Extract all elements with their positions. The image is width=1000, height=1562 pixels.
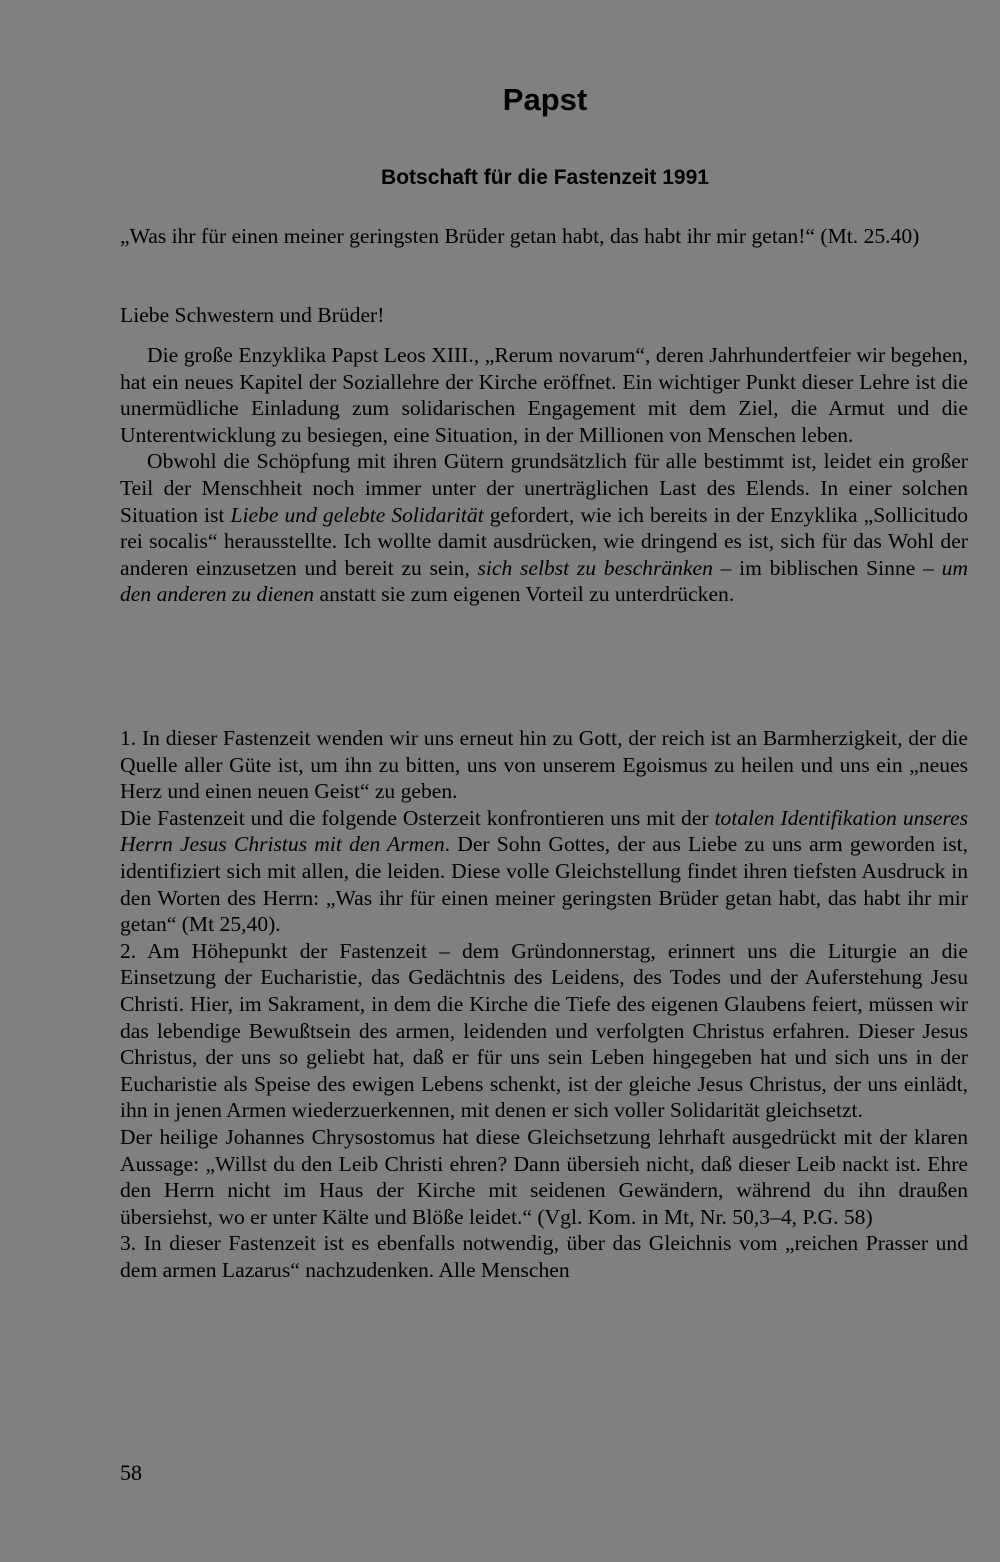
text-run: . Der Sohn Gottes, der aus Liebe zu uns arm geworden ist, identifiziert sich mit allen, die leiden. Diese volle Gleichstellung findet ihren tiefsten Ausdruck in den Worten des Herrn: „Was ihr für einen meiner geringsten Brüder getan habt, das habt ihr mir getan“ (Mt 25,40). [120, 832, 969, 937]
greeting-line: Liebe Schwestern und Brüder! [120, 303, 385, 327]
numbered-sections [120, 725, 968, 1283]
page-number: 58 [120, 1460, 142, 1485]
emphasis-text: sich selbst zu beschränken [477, 555, 713, 580]
text-run: anstatt sie zum eigenen Vorteil zu unterdrücken. [314, 582, 735, 607]
text-run: Obwohl die Schöpfung mit ihren Gütern grundsätzlich für alle bestimmt ist, leidet ein großer Teil der Menschheit noch immer unter der unerträglichen Last des Elends. In einer solchen Situation ist [120, 449, 968, 527]
section-3-paragraph-1: 3. In dieser Fastenzeit ist es ebenfalls notwendig, über das Gleichnis vom „reichen Prasser und dem armen Lazarus“ nachzudenken. Alle Menschen [120, 1231, 968, 1282]
greeting-block [120, 302, 968, 329]
text-run: – im biblischen Sinne – [712, 555, 942, 580]
section-2-paragraph-2: Der heilige Johannes Chrysostomus hat diese Gleichsetzung lehrhaft ausgedrückt mit der klaren Aussage: „Willst du den Leib Christi ehren? Dann übersieh nicht, daß dieser Leib nackt ist. Ehre den Herrn nicht im Haus der Kirche mit seidenen Gewändern, während du ihn draußen übersiehst, wo er unter Kälte und Blöße leidet.“ (Vgl. Kom. in Mt, Nr. 50,3–4, P.G. 58) [120, 1124, 968, 1229]
motto-quote: „Was ihr für einen meiner geringsten Brüder getan habt, das habt ihr mir getan!“ (Mt. 25.40) [120, 224, 920, 248]
intro-paragraph-2 [120, 448, 968, 608]
intro-section [120, 342, 968, 608]
text-run: gefordert, wie ich bereits in der Enzyklika „Sollicitudo rei socalis“ herausstellte. Ich wollte damit ausdrücken, wie dringend es ist, sich für das Wohl der anderen einzusetzen und bereit zu sein, [120, 502, 968, 580]
page-title: Papst [502, 82, 588, 117]
section-2-paragraph-1: 2. Am Höhepunkt der Fastenzeit – dem Gründonnerstag, erinnert uns die Liturgie an die Einsetzung der Eucharistie, das Gedächtnis des Leidens, des Todes und der Auferstehung Jesu Christi. Hier, im Sakrament, in dem die Kirche die Tiefe des eigenen Glaubens feiert, müssen wir das lebendige Bewußtsein des armen, leidenden und verfolgten Christus erfahren. Dieser Jesus Christus, der uns so geliebt hat, daß er für uns sein Leben hingegeben hat und sich uns in der Eucharistie als Speise des ewigen Lebens schenkt, ist der gleiche Jesus Christus, der uns einlädt, ihn in jenen Armen wiederzuerkennen, mit denen er sich voller Solidarität gleichsetzt. [120, 938, 968, 1123]
section-1-paragraph-1: 1. In dieser Fastenzeit wenden wir uns erneut hin zu Gott, der reich ist an Barmherzigkeit, der die Quelle aller Güte ist, um ihn zu bitten, uns von unserem Egoismus zu heilen und uns ein „neues Herz und einen neuen Geist“ zu geben. [120, 726, 968, 804]
document-subtitle: Botschaft für die Fastenzeit 1991 [381, 166, 709, 189]
section-1-paragraph-2 [120, 805, 968, 938]
emphasis-text: Liebe und gelebte Solidarität [230, 502, 484, 527]
emphasis-text: totalen Identifikation unseres Herrn Jesus Christus mit den Armen [120, 805, 968, 857]
emphasis-text: um den anderen zu dienen [120, 555, 968, 607]
intro-paragraph-1: Die große Enzyklika Papst Leos XIII., „Rerum novarum“, deren Jahrhundertfeier wir begehen, hat ein neues Kapitel der Soziallehre der Kirche eröffnet. Ein wichtiger Punkt dieser Lehre ist die unermüdliche Einladung zum solidarischen Engagement mit dem Ziel, die Armut und die Unterentwicklung zu besiegen, eine Situation, in der Millionen von Menschen leben. [120, 343, 968, 447]
text-run: Die Fastenzeit und die folgende Osterzeit konfrontieren uns mit der [120, 805, 715, 830]
motto-block [120, 223, 968, 250]
